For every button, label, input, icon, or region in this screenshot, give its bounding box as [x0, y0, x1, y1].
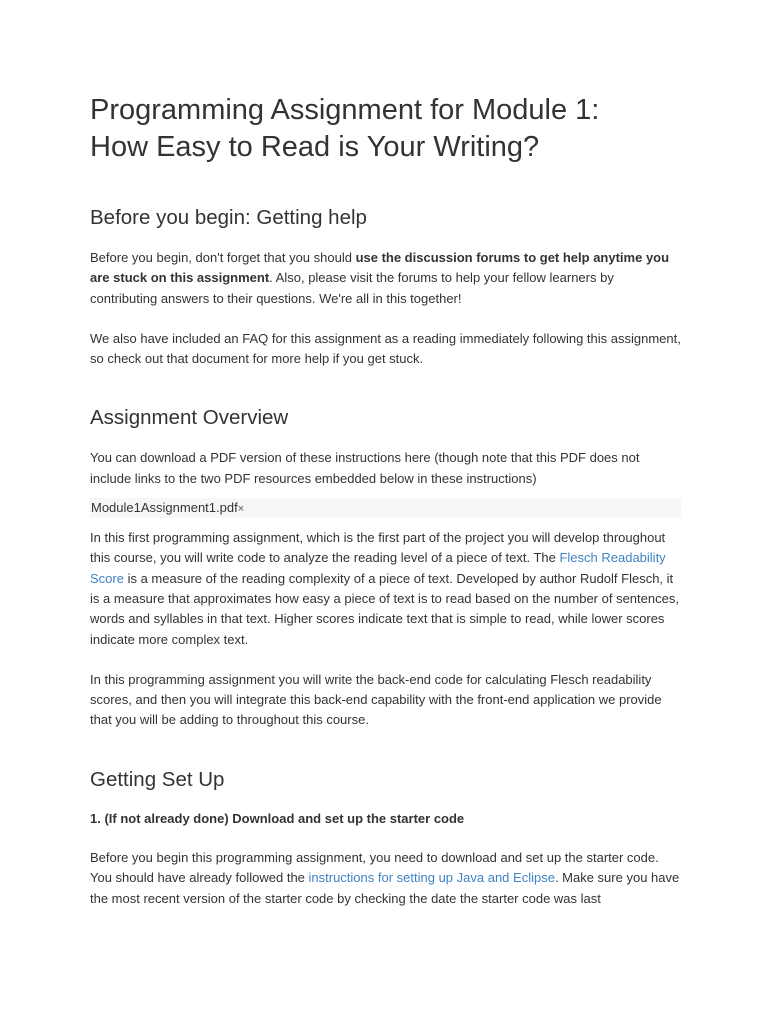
- paragraph-starter-text-1: Before you begin this programming assignment, you need to download and set up the starter code. You should have already followed the: [90, 850, 659, 886]
- page-title-line1: Programming Assignment for Module 1:: [90, 94, 600, 126]
- step-1-heading: 1. (If not already done) Download and set up the starter code: [90, 810, 465, 826]
- paragraph-flesch-text-1: In this first programming assignment, which is the first part of the project you will develop throughout this course, you will write code to analyze the reading level of a piece of text. The: [90, 530, 666, 566]
- paragraph-flesch-intro: [90, 528, 682, 650]
- paragraph-faq: We also have included an FAQ for this assignment as a reading immediately following this assignment, so check out that document for more help if you get stuck.: [90, 330, 681, 367]
- paragraph-forums-text-2: . Also, please visit the forums to help your fellow learners by contributing answers to their questions. We're all in this together!: [90, 270, 614, 306]
- close-icon[interactable]: ×: [237, 503, 245, 516]
- paragraph-forums-text-1: Before you begin, don't forget that you should: [90, 250, 356, 265]
- paragraph-forums-bold: use the discussion forums to get help anytime you are stuck on this assignment: [90, 250, 670, 286]
- paragraph-forums: [90, 248, 682, 309]
- paragraph-flesch-text-2: is a measure of the reading complexity of a piece of text. Developed by author Rudolf Flesch, it is a measure that approximates how easy a piece of text is to read based on the number of sentences, words and syllables in that text. Higher scores indicate text that is simple to read, while lower scores indicate more complex text.: [90, 570, 679, 647]
- flesch-readability-link[interactable]: Flesch Readability Score: [90, 550, 666, 586]
- paragraph-integrate: In this programming assignment you will write the back-end code for calculating Flesch readability scores, and then you will integrate this back-end capability with the front-end application we provide that you will be adding to throughout this course.: [90, 671, 662, 728]
- paragraph-starter-code: [90, 848, 682, 909]
- page-title-line2: How Easy to Read is Your Writing?: [90, 131, 540, 163]
- pdf-attachment-name[interactable]: Module1Assignment1.pdf: [91, 500, 238, 516]
- pdf-attachment[interactable]: [90, 498, 681, 518]
- heading-getting-help: Before you begin: Getting help: [90, 206, 367, 229]
- heading-assignment-overview: Assignment Overview: [90, 406, 289, 430]
- page-title: [90, 92, 682, 166]
- setup-instructions-link[interactable]: instructions for setting up Java and Eclipse: [308, 870, 555, 886]
- heading-getting-set-up: Getting Set Up: [90, 767, 225, 791]
- paragraph-starter-text-2: . Make sure you have the most recent version of the starter code by checking the date the starter code was last: [90, 870, 680, 906]
- paragraph-download-pdf: You can download a PDF version of these instructions here (though note that this PDF does not include links to the two PDF resources embedded below in these instructions): [90, 450, 640, 486]
- document-content: [90, 92, 682, 909]
